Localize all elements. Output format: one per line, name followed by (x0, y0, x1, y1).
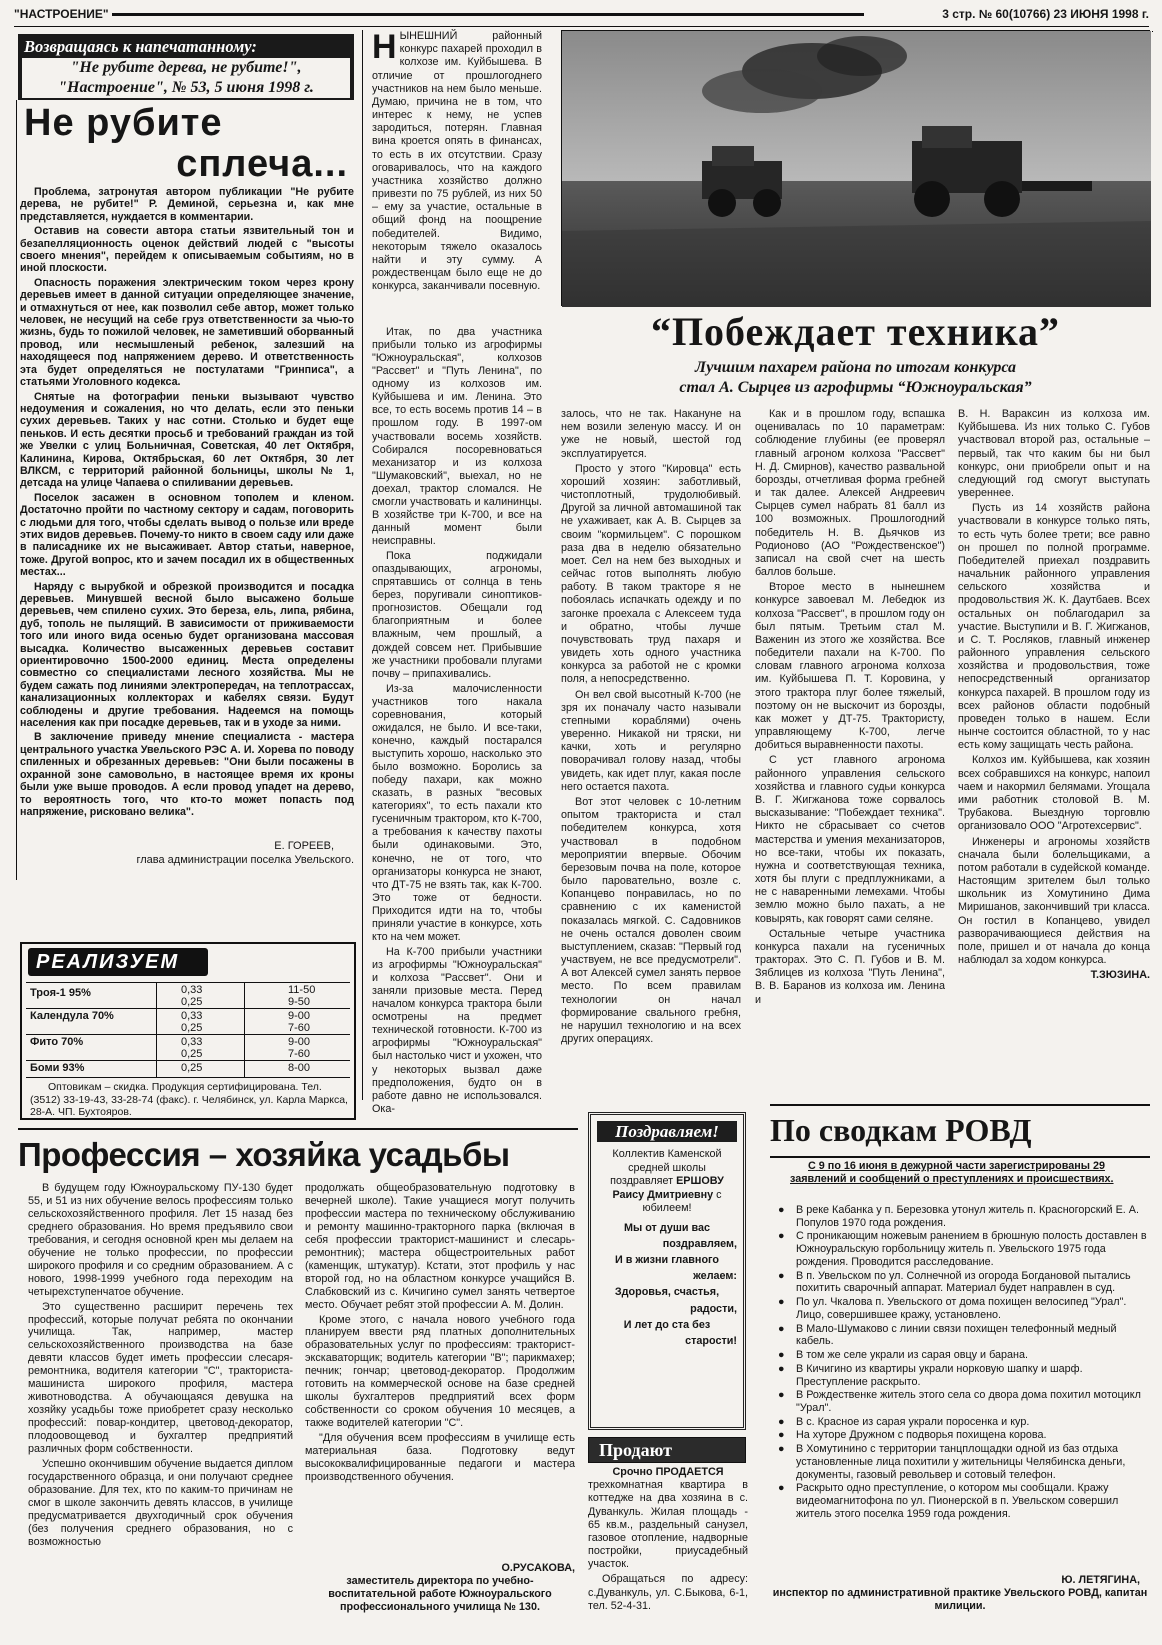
congrats-text2: с юбилеем! (642, 1188, 722, 1215)
revisit-paragraph: Снятые на фотографии пеньки вызывают чувство недоумения и сожаления, но что делать, если это пеньки сухих деревьев. Таких у нас сотни. Столько и будет еще пеньков. И есть десятки просьб и требований граждан из той же Увелки с улиц Больничная, Советская, 40 лет Октября, Калинина, Кирова, Октябрьская, 60 лет Октября, 30 лет ВЛКСМ, с территорий районной больницы, школы № 1, детсада на улице Чапаева о спиливании деревьев. (20, 390, 354, 490)
realize-title (28, 948, 208, 976)
header-underline (14, 26, 1149, 27)
bullet-icon: ● (778, 1429, 785, 1442)
contest-title-text: “Побеждает техника” (650, 309, 1061, 354)
profession-col1 (28, 1182, 293, 1642)
police-title-rule (770, 1156, 1150, 1158)
revisit-paragraph: Проблема, затронутая автором публикации "Не рубите дерева, не рубите!" Р. Деминой, серьезна и, как мне представляется, нуждается в комментарии. (20, 186, 354, 223)
product-price: 0,33 (181, 1036, 203, 1048)
bullet-icon: ● (778, 1362, 785, 1375)
contest-subtitle (561, 358, 1150, 402)
list-item (770, 1270, 1150, 1295)
poem-line: И в жизни главного (614, 1254, 719, 1267)
contest-paragraph: Колхоз им. Куйбышева, как хозяин всех собравшихся на конкурс, напоил чаем и накормил белямами. Угощала ими работник столовой В. М. Трубакова. Выездную торговлю организовало ООО "Агротехсервис". (958, 754, 1150, 833)
list-item (770, 1482, 1150, 1520)
bullet-icon: ● (778, 1204, 785, 1216)
congrats-box (588, 1112, 746, 1430)
revisit-paragraph: Наряду с вырубкой и обрезкой производится и посадка деревьев. Минувшей весной было высажено больше деревьев, чем спилено сухих. Это береза, ель, липа, рябина, дуб, тополь не пылящий. В зависимости от приживаемости того или иного вида осенью будет организована массовая высадка. Количество высаженных деревьев составит ориентировочно 1500-2000 единиц. Места определены совместно со специалистами лесного хозяйства. Мы не будем сажать под линиями электропередач, на теплотрассах, канализационных коллекторах и кабелях связи. Будут соблюдены и другие требования. Надеемся на помощь населения как при посадке деревьев, так и в уходе за ними. (20, 580, 354, 730)
list-item-text: По ул. Чкалова п. Увельского от дома похищен велосипед "Урал". Лицо, совершившее кражу, установлено. (796, 1296, 1127, 1321)
sale-title: Продают (599, 1440, 672, 1460)
product-volume: 9-00 (288, 1010, 311, 1022)
sale-text: трехкомнатная квартира в коттедже на два хозяина в с. Дуванкуль. Жилая площадь - 65 кв.м., раздельный санузел, газовое отопление, надворные постройки, приусадебный участок. (588, 1479, 748, 1571)
profession-author-title: заместитель директора по учебно-воспитательной работе Южноуральского профессионального училища № 130. (328, 1574, 552, 1613)
tractor-photo (561, 30, 1150, 306)
contest-col4 (755, 408, 945, 1098)
contest-col2 (372, 326, 543, 1115)
profession-author: О.РУСАКОВА, (501, 1562, 575, 1574)
police-signature (770, 1574, 1150, 1638)
bullet-icon: ● (778, 1349, 785, 1362)
product-name: Троя-1 95% (30, 987, 91, 999)
police-title (770, 1108, 1150, 1154)
product-volume: 7-60 (288, 1048, 311, 1060)
list-item-text: В Рождественке житель этого села со двора дома похитил мотоцикл "Урал". (796, 1389, 1141, 1415)
realize-table (26, 982, 350, 1077)
dropcap: Н (372, 28, 397, 66)
police-title-text: По сводкам РОВД (770, 1112, 1032, 1148)
product-price: 0,25 (181, 996, 203, 1008)
bullet-icon: ● (778, 1296, 785, 1309)
poem-line: радости, (690, 1302, 737, 1315)
product-name: Календула 70% (30, 1010, 114, 1022)
revisit-title-line1: Не рубите (24, 102, 223, 144)
revisit-refs (22, 58, 350, 98)
header-rule-left (112, 13, 864, 16)
poem-line: И лет до ста без (623, 1318, 711, 1331)
poem-line: Мы от души вас (624, 1221, 710, 1234)
list-item-text: В реке Кабанка у п. Березовка утонул житель п. Красногорский Е. А. Популов 1970 года рождения. (796, 1204, 1139, 1229)
congrats-name: ЕРШОВУ Раису Дмитриевну (612, 1175, 724, 1201)
poem-line: поздравляем, (662, 1237, 737, 1250)
bullet-icon: ● (778, 1443, 785, 1456)
product-volume: 9-50 (288, 996, 311, 1008)
profession-signature (305, 1562, 575, 1638)
contest-subtitle-line1: Лучшим пахарем района по итогам конкурса (694, 359, 1017, 376)
revisit-paragraph: Опасность поражения электрическим током через крону деревьев имеет в данной ситуации определяющее значение, и отмахнуться от нее, как позволил себе автор, может только человек, не несущий на себе груз ответственности за чью-то жизнь, будь то пожилой человек, не заметивший оборванный провод, или несмышленый ребенок, залезший на находящееся под напряжением дерево. И ответственность эта будет определяться не постулатами "Гринписа", а статьями Уголовного кодекса. (20, 276, 354, 389)
list-item-text: В Кичигино из квартиры украли норковую шапку и шарф. Преступление раскрыто. (796, 1362, 1083, 1388)
revisit-body (20, 186, 354, 840)
list-item (770, 1204, 1150, 1229)
list-item (770, 1230, 1150, 1268)
contest-paragraph: С уст главного агронома районного управления сельского хозяйства и главного судьи конкурса В. Г. Жигжанова тоже сорвалось высказывание: "Побеждает техника". Никто не сбрасывает со счетов мастерства и умения механизаторов, но все-таки, чтобы их показать, нужна и соответствующая техника, хотя бы плуги с предплужниками, а не с наваренными лемехами. Чтобы землю можно было пахать, а не ковырять, как говорят сами селяне. (755, 754, 945, 925)
contest-paragraph: Как и в прошлом году, вспашка оценивалась по 10 параметрам: соблюдение глубины (ее проверял главный агроном колхоза "Рассвет" Н. Д. Смирнов), качество развальной борозды, отчетливая форма гребней и так далее. Алексей Андреевич Сырцев сумел набрать 81 балл из 100 возможных. Прошлогодний победитель Н. В. Дьячков из Родионово (АО "Рождественское") записал на свой счет на шесть баллов больше. (755, 408, 945, 579)
list-item (770, 1389, 1150, 1414)
police-list (770, 1204, 1150, 1572)
issue-info: 3 стр. № 60(10766) 23 ИЮНЯ 1998 г. (942, 7, 1149, 21)
contest-paragraph: Итак, по два участника прибыли только из агрофирмы "Южноуральская", колхозов "Рассвет" и "Путь Ленина", по одному из колхозов им. Куйбышева и им. Ленина. Это все, то есть восемь против 14 – в прошлом году. В 1997-ом участвовали восемь хозяйств. Собирался посоревноваться механизатор и из колхоза "Шумаковский", выехал, но не доехал, трактор сломался. Не смогли участвовать и калининцы. В хозяйстве три К-700, и все на данный момент были неисправны. (372, 326, 542, 547)
separator (18, 1128, 578, 1130)
profession-paragraph: "Для обучения всем профессиям в училище есть материальная база. Подготовку ведут высококвалифицированные педагоги и мастера производственного обучения. (305, 1432, 575, 1483)
list-item (770, 1429, 1150, 1442)
product-volume: 11-50 (288, 984, 316, 996)
product-price: 0,25 (181, 1022, 203, 1034)
product-price: 0,33 (181, 1010, 203, 1022)
contest-paragraph: Пока поджидали опаздывающих, агрономы, спрятавшись от солнца в тень берез, поругивали синоптиков-прогнозистов. Обещали год благоприятным и более влажным, чем прошлый, а дождей совсем нет. Прибывшие же участники пробовали плугами почву – припахивались. (372, 550, 542, 680)
revisit-author-title: глава администрации поселка Увельского. (136, 853, 354, 866)
table-divider (244, 983, 245, 1078)
revisit-paragraph: Поселок засажен в основном тополем и кленом. Достаточно пройти по частному сектору и садам, поговорить с людьми для того, чтобы сделать вывод о пользе или вреде этих видов деревьев. Почему-то никто в своем саду или даже в палисаднике их не высаживает. Автор статьи, наверное, тоже. Другой вопрос, кто и зачем посадил их в общественных местах... (20, 491, 354, 579)
product-volume: 8-00 (288, 1062, 311, 1074)
list-item-text: В Мало-Шумаково с линии связи похищен телефонный медный кабель. (796, 1322, 1117, 1348)
contest-title (561, 308, 1150, 356)
contest-col3 (561, 408, 741, 1098)
contest-paragraph: Остальные четыре участника конкурса пахали на гусеничных тракторах. Это С. П. Губов и В. М. Зяблицев из колхоза "Путь Ленина", В. В. Баранов из колхоза им. Ленина и (755, 927, 945, 1006)
table-row (26, 1035, 350, 1061)
revisit-ref2: "Настроение", № 53, 5 июня 1998 г. (58, 79, 314, 96)
revisit-signature (20, 840, 354, 876)
contest-paragraph: Просто у этого "Кировца" есть хороший хозяин: заботливый, чистоплотный, трудолюбивый. Другой за личной автомашиной так не ухаживает, как А. В. Сырцев за своим "кормильцем". С порошком раза два в неделю обязательно моет. Сел на нем без выходных и сейчас готов выполнять любую работу. В таком тракторе я не побоялась испачкать одежду и по загонке проехала с Алексеем туда и обратно, чтобы лучше почувствовать труд пахаря и увидеть хоть одного участника конкурса за работой не с кромки поля, а непосредственно. (561, 462, 741, 686)
profession-paragraph: Кроме этого, с начала нового учебного года планируем ввести ряд платных дополнительных образовательных услуг по профессиям: тракторист-экскаваторщик; водитель категории "В"; парикмахер; печник; гончар; цветовод-декоратор. Продолжим готовить на коммерческой основе на базе средней школы бухгалтеров предприятий всех форм собственности со сроком обучения 10 месяцев, а также водителей категории "С". (305, 1313, 575, 1430)
contest-col5 (958, 408, 1150, 1098)
list-item (770, 1349, 1150, 1362)
list-item-text: В с. Красное из сарая украли поросенка и кур. (796, 1415, 1030, 1428)
contest-subtitle-line2: стал А. Сырцев из агрофирмы “Южноуральская” (679, 379, 1032, 396)
realize-title-text: РЕАЛИЗУЕМ (36, 951, 180, 973)
revisit-paragraph: Оставив на совести автора статьи язвительный тон и безапелляционность оценок действий людей с "высоты своего мнения", перейдем к описываемым событиям, но в иной плоскости. (20, 225, 354, 275)
product-price: 0,33 (181, 984, 203, 996)
contest-lead-text: ЫНЕШНИЙ районный конкурс пахарей проходил в колхозе им. Куйбышева. В отличие от прошлогоднего участников на нем было меньше. Думаю, причина не в том, что интерес к нему, не успев зародиться, потерян. Главная вина кроется опять в финансах, то есть в их отсутствии. Сразу оговаривалось, что на каждого участника хозяйство должно привезти по 75 рублей, из них 50 – ему за участие, остальные в общий фонд на поощрение победителей. Видимо, некоторым тяжело оказалось найти и эту сумму. А рождественцам было еще не до конкурса, заканчивали посевную. (372, 30, 542, 293)
congrats-title: Поздравляем! (597, 1121, 737, 1142)
product-volume: 7-60 (288, 1022, 311, 1034)
bullet-icon: ● (778, 1415, 785, 1428)
list-item-text: В п. Увельском по ул. Солнечной из огорода Богдановой пытались похитить сварочный аппарат. Материал будет направлен в суд. (796, 1269, 1131, 1295)
table-divider (156, 983, 157, 1078)
contest-author: Т.ЗЮЗИНА. (1090, 969, 1150, 982)
congrats-body (597, 1148, 737, 1215)
revisit-banner-title: Возвращаясь к напечатанному: (24, 37, 257, 56)
sale-address: Обращаться по адресу: с.Дуванкуль, ул. С.Быкова, 6-1, тел. 52-4-31. (588, 1573, 748, 1612)
contest-paragraph: Он вел свой высотный К-700 (не зря их поначалу часто называли степными кораблями) очень уверенно. Никакой ни тряски, ни качки, хоть и регулярно поворачивал голову назад, чтобы увидеть, как идет плуг, какая после него остается пахота. (561, 688, 741, 793)
realize-ad (20, 942, 356, 1120)
revisit-title-line2: сплеча... (176, 143, 348, 185)
revisit-ref1: "Не рубите дерева, не рубите!", (70, 59, 302, 76)
contest-paragraph: Второе место в нынешнем конкурсе завоевал М. Лебедюк из колхоза "Рассвет", в прошлом году он был пятым. Третьим стал М. Важенин из этого же хозяйства. Все победители пахали на К-700. По словам главного агронома колхоза им. Куйбышева П. Т. Коровина, у этого трактора плуг более тяжелый, поэтому он не выскочит из борозды, как может у ДТ-75. Трактористу, управляющему К-700, легче добиться выравненности пахоты. (755, 581, 945, 752)
contest-lead (372, 30, 542, 326)
sale-lead: Срочно ПРОДАЕТСЯ (612, 1466, 724, 1478)
profession-paragraph: продолжать общеобразовательную подготовку в вечерней школе). Такие учащиеся могут получить профессии мастера по техническому обслуживанию и ремонту машинно-тракторного парка (включая в себя профессии тракторист-машинист и слесарь-ремонтник); мастера общестроительных работ (каменщик, штукатур). Кстати, этот профиль у нас второй год, но на областном конкурсе учащийся В. Слабковский из с. Кичигино сумел занять четвертое место. Обучает ребят этой профессии А. М. Долин. (305, 1182, 575, 1311)
product-name: Фито 70% (30, 1036, 84, 1048)
police-author: Ю. ЛЕТЯГИНА, (1061, 1574, 1140, 1586)
list-item (770, 1443, 1150, 1481)
bullet-icon: ● (778, 1322, 785, 1335)
poem-line: старости! (685, 1334, 737, 1347)
bullet-icon: ● (778, 1482, 785, 1495)
product-volume: 9-00 (288, 1036, 311, 1048)
list-item-text: С проникающим ножевым ранением в брюшную полость доставлен в Южноуральскую горбольницу житель п. Увельского 1975 года рождения. Проводится расследование. (796, 1230, 1147, 1268)
table-row (26, 1061, 350, 1078)
list-item (770, 1416, 1150, 1429)
list-item-text: На хуторе Дружном с подворья похищена корова. (796, 1429, 1047, 1442)
tractor-photo-image (562, 31, 1151, 307)
profession-col2 (305, 1182, 575, 1562)
profession-paragraph: В будущем году Южноуральскому ПУ-130 будет 55, и 51 из них обучение велось профессиям только сельскохозяйственного профиля. Лет 15 назад без среднего образования. Но время предъявило свои требования, и сегодня основной крен мы делаем на обучение не только профессии, по профессии широкого профиля и со средним образованием. А с нового, 1998-1999 учебного года переходим на четырехступенчатое обучение. (28, 1182, 293, 1298)
list-item (770, 1363, 1150, 1388)
poem-line: Здоровья, счастья, (614, 1286, 720, 1299)
list-item-text: В том же селе украли из сарая овцу и барана. (796, 1349, 1029, 1362)
police-author-title: инспектор по административной практике Увельского РОВД, капитан милиции. (772, 1587, 1148, 1613)
list-item-text: Раскрыто одно преступление, о котором мы сообщали. Кражу видеомагнитофона по ул. Пионерской в п. Увельском совершил житель этого поселка 1959 года рождения. (796, 1482, 1119, 1520)
product-name: Боми 93% (30, 1062, 85, 1074)
police-lead: С 9 по 16 июня в дежурной части зарегистрированы 29 заявлений и сообщений о преступлениях и происшествиях. (790, 1160, 1114, 1186)
revisit-border-left (16, 100, 17, 880)
realize-note: Оптовикам – скидка. Продукция сертифицирована. Тел. (3512) 33-19-43, 33-28-74 (факс). г. Челябинск, ул. Карла Маркса, 28-А. ЧП. Бухтояров. (30, 1081, 348, 1119)
contest-paragraph: Вот этот человек с 10-летним опытом тракториста и стал победителем конкурса, хотя участвовал в подобном мероприятии впервые. Обочим березовым почва на поле, которое было паровательно, возле с. Копанцево понравилась, но по сравнению с их каменистой показалась мягкой. С. Садовников не очень остался доволен своим выступлением, сказав: "Первый год участвуем, не все предусмотрели". А вот Алексей сумел занять первое место. По всем правилам технологии он начал формирование свального гребня, не нарушил технологию и на всех других операциях. (561, 795, 741, 1046)
list-item (770, 1323, 1150, 1348)
bullet-icon: ● (778, 1269, 785, 1282)
contest-paragraph: залось, что не так. Накануне на нем возили зеленую массу. И он уже не новый, шестой год эксплуатируется. (561, 408, 741, 460)
congrats-text1: Коллектив Каменской средней школы поздравляет (610, 1148, 722, 1188)
revisit-author: Е. ГОРЕЕВ, (274, 840, 334, 852)
contest-paragraph: Из-за малочисленности участников того накала соревнования, который ожидался, не было. И все-таки, конечно, каждый постарался выступить хорошо, насколько это было возможно. Боролись за победу пахари, как можно сказать, в разных "весовых категориях", то есть пахали кто гусеничным трактором, кто К-700, а требования к качеству пахоты были одинаковыми. Это, конечно, не от того, что организаторы конкурса не знают, что ДТ-75 не взять так, как К-700. Это тоже от бедности. Приходится идти на то, чтобы приняли участие в конкурсе, хоть кто на чем может. (372, 682, 543, 943)
bullet-icon: ● (778, 1389, 785, 1402)
separator (770, 1104, 1150, 1106)
profession-paragraph: Это существенно расширит перечень тех профессий, которые получат ребята по окончании училища. Так, например, мастер сельскохозяйственного производства на базе девяти классов будет иметь профессии слесаря-ремонтника, водителя категории "С", тракториста-машиниста широкого профиля, мастера животноводства. А обучающаяся девушка на хозяйку усадьбы тоже приобретет сразу несколько профессий: повар-кондитер, цветовод-декоратор, плодоовощевод и бухгалтер предприятий различных форм собственности. (28, 1300, 293, 1456)
sale-body (588, 1466, 748, 1644)
product-price: 0,25 (181, 1062, 203, 1074)
revisit-title (18, 102, 354, 184)
contest-paragraph: В. Н. Вараксин из колхоза им. Куйбышева. Из них только С. Губов участвовал второй раз, остальные – первый, так что каким бы ни был конкурс, они приобрели опыт и на следующий год смогут выступать увереннее. (958, 408, 1150, 500)
contest-paragraph: Инженеры и агрономы хозяйств сначала были болельщиками, а потом работали в судейской команде. Настоящим зрителем был только школьник из Хомутинино Дима Миришанов, закончивший три класса. Он гостил в Копанцево, увидел разворачивающиеся действия на поле, пришел и от начала до конца наблюдал за ходом конкурса. (958, 835, 1150, 967)
table-row (26, 1009, 350, 1035)
bullet-icon: ● (778, 1230, 785, 1243)
list-item (770, 1296, 1150, 1321)
product-price: 0,25 (181, 1048, 203, 1060)
profession-title-text: Профессия – хозяйка усадьбы (18, 1136, 510, 1173)
contest-paragraph: На К-700 прибыли участники из агрофирмы "Южноуральская" и колхоза "Рассвет". Они и заняли призовые места. Перед началом конкурса трактора были осмотрены на предмет технической готовности. К-700 из агрофирмы "Южноуральская" был настолько чист и ухожен, что у некоторых вызвал даже предположения, будто он в работе давно не использовался. Ока- (372, 945, 542, 1115)
congrats-poem (597, 1220, 737, 1350)
profession-paragraph: Успешно окончившим обучение выдается диплом государственного образца, и они получают среднее образование. Для тех, кто по каким-то причинам не смог в школе закончить девять классов, в училище предусматривается двухгодичный срок обучения (без получения среднего образования, но с возможностью (28, 1458, 293, 1548)
table-row (26, 983, 350, 1009)
profession-title (18, 1132, 578, 1180)
list-item-text: В Хомутинино с территории танцплощадки одной из баз отдыха установленные лица похитили у жительницы Челябинска деньги, документы, газовый револьвер и сотовый телефон. (796, 1443, 1126, 1481)
revisit-paragraph: В заключение приведу мнение специалиста - мастера центрального участка Увельского РЭС А. И. Хорева по поводу спиленных и обрезанных деревьев: "Они были посажены в охранной зоне самовольно, в настоящее время их кроны были уже выше проводов. А если провод упадет на дерево, то вероятность того, что кто-то может попасть под напряжение, рисковано велика". (20, 731, 354, 818)
contest-paragraph: Пусть из 14 хозяйств района участвовали в конкурсе только пять, то есть чуть более трети; все равно он прошел по полной программе. Победителей приехал поздравить начальник районного управления сельского хозяйства и продовольствия Ж. К. Даутбаев. Всех остальных он поблагодарил за участие. Выступили и В. Г. Жигжанов, и С. Т. Росляков, главный инженер районного управления сельского хозяйства и продовольствия, тоже непосредственный организатор конкурса пахарей. В прошлом году из всех районов области подобный проведен только в нашем. Если нынче состоится областной, то у нас есть кому защищать честь района. (958, 502, 1150, 752)
poem-line: желаем: (693, 1270, 737, 1283)
separator (362, 30, 363, 1100)
sale-header (588, 1437, 746, 1463)
section-name: "НАСТРОЕНИЕ" (14, 7, 109, 21)
